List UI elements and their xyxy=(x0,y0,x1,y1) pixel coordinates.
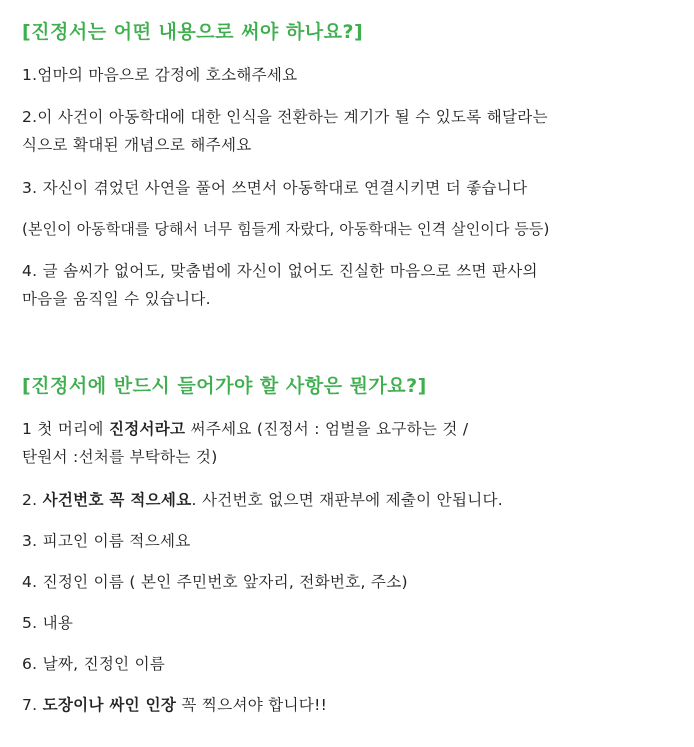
section2-item-6-line-1: 6. 날짜, 진정인 이름 xyxy=(22,655,166,673)
section2-item-2-bold: 사건번호 꼭 적으세요 xyxy=(42,491,192,509)
section2-item-1-prefix: 1 첫 머리에 xyxy=(22,420,109,438)
section2-item-1 xyxy=(22,415,682,471)
section2-item-3-line-1: 3. 피고인 이름 적으세요 xyxy=(22,532,191,550)
section1-item-3-line-1: 3. 자신이 겪었던 사연을 풀어 쓰면서 아동학대로 연결시키면 더 좋습니다 xyxy=(22,179,528,197)
section2-item-4-line-1: 4. 진정인 이름 ( 본인 주민번호 앞자리, 전화번호, 주소) xyxy=(22,573,408,591)
section1-item-4 xyxy=(22,257,682,313)
section2-item-2-prefix: 2. xyxy=(22,491,43,509)
section1-item-2 xyxy=(22,103,682,159)
section1-item-1-line-1: 1.엄마의 마음으로 감정에 호소해주세요 xyxy=(22,66,298,84)
section2-item-1-line-2: 탄원서 :선처를 부탁하는 것) xyxy=(22,448,218,466)
section2-item-7 xyxy=(22,691,682,719)
section1-item-3 xyxy=(22,174,682,202)
section2-item-6 xyxy=(22,650,682,678)
section2-heading: [진정서에 반드시 들어가야 할 사항은 뭔가요?] xyxy=(22,375,427,397)
section1-item-3-note-line-1: (본인이 아동학대를 당해서 너무 힘들게 자랐다, 아동학대는 인격 살인이다 등등) xyxy=(22,220,550,238)
section1-item-4-line-2: 마음을 움직일 수 있습니다. xyxy=(22,290,211,308)
section2-item-5-line-1: 5. 내용 xyxy=(22,614,74,632)
section1-heading: [진정서는 어떤 내용으로 써야 하나요?] xyxy=(22,21,364,43)
section2-item-7-line-1 xyxy=(22,691,682,719)
section2-item-3 xyxy=(22,527,682,555)
section1-item-2-line-2: 식으로 확대된 개념으로 해주세요 xyxy=(22,136,252,154)
section2-item-2-line-1 xyxy=(22,486,682,514)
section1-item-3-note xyxy=(22,215,682,243)
section2-item-1-line-1 xyxy=(22,415,682,443)
section2-item-5 xyxy=(22,609,682,637)
section2-item-4 xyxy=(22,568,682,596)
section2-item-7-prefix: 7. xyxy=(22,696,43,714)
section2-item-1-bold: 진정서라고 xyxy=(108,420,186,438)
section2-item-7-suffix: 꼭 찍으셔야 합니다!! xyxy=(176,696,328,714)
section2-item-2 xyxy=(22,486,682,514)
section1-item-1 xyxy=(22,61,682,89)
section1-item-4-line-1: 4. 글 솜씨가 없어도, 맞춤법에 자신이 없어도 진실한 마음으로 쓰면 판사의 xyxy=(22,262,538,280)
section2-item-7-bold: 도장이나 싸인 인장 xyxy=(42,696,177,714)
section2-item-2-suffix: . 사건번호 없으면 재판부에 제출이 안됩니다. xyxy=(191,491,503,509)
section1-item-2-line-1: 2.이 사건이 아동학대에 대한 인식을 전환하는 계기가 될 수 있도록 해달라는 xyxy=(22,108,548,126)
section2-item-1-suffix: 써주세요 (진정서 : 엄벌을 요구하는 것 / xyxy=(185,420,469,438)
